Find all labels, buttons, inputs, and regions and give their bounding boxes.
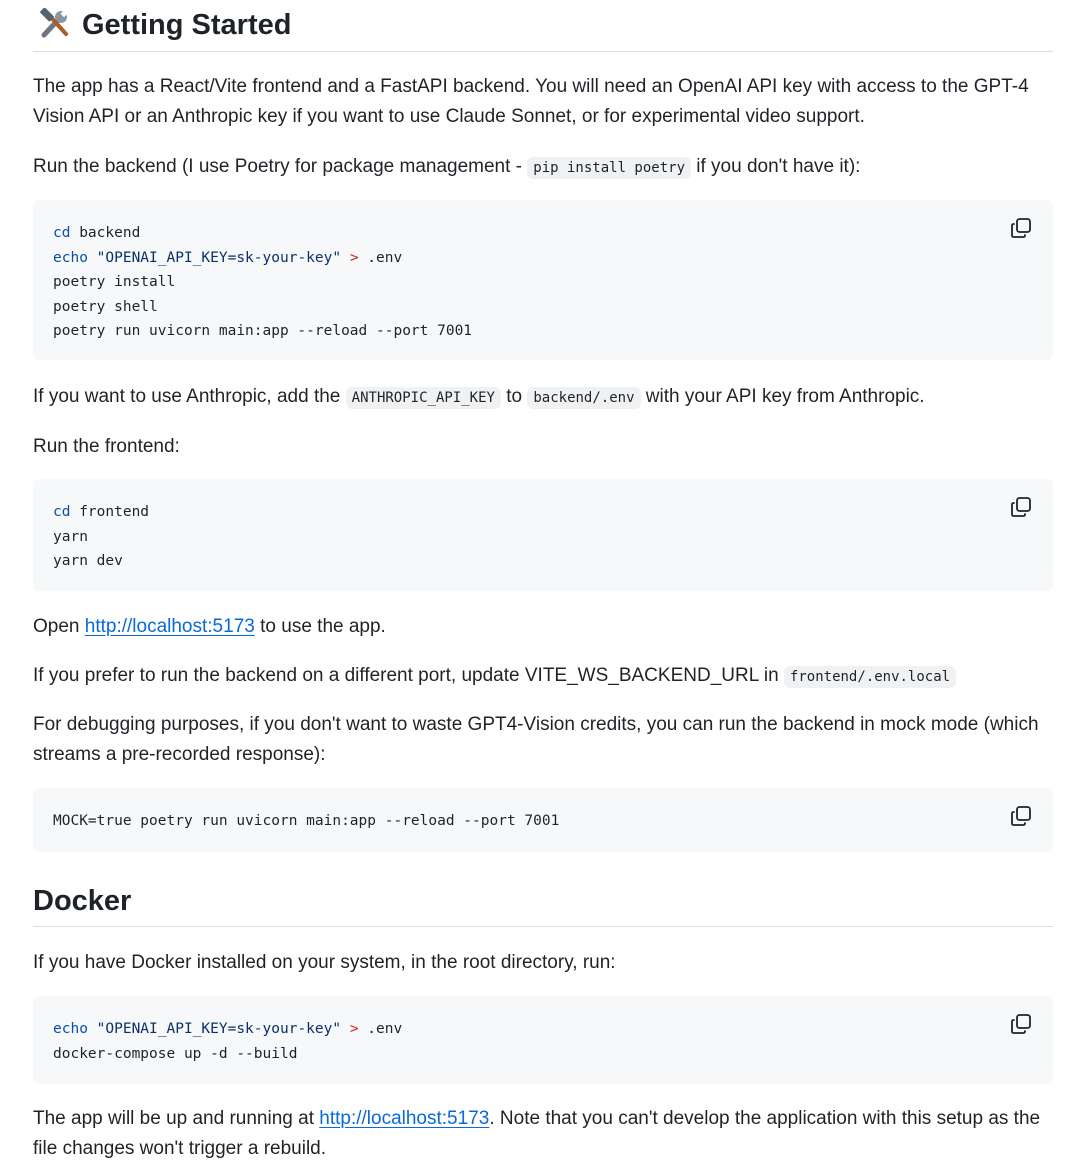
localhost-link[interactable]: http://localhost:5173 [84, 616, 255, 637]
heading-docker: Docker [33, 885, 132, 917]
code-line: yarn [53, 528, 88, 545]
heading-divider [33, 926, 1053, 927]
docker-intro-paragraph: If you have Docker installed on your system, in the root directory, run: [33, 952, 616, 973]
anthropic-paragraph [33, 382, 1053, 413]
code-line: yarn dev [53, 553, 123, 569]
copy-icon[interactable] [1009, 804, 1033, 828]
code-operator: > [349, 249, 359, 266]
heading-divider [33, 51, 1053, 52]
inline-code-backend-env: backend/.env [527, 387, 640, 409]
inline-code-anthropic-key: ANTHROPIC_API_KEY [346, 387, 501, 409]
code-block-backend [33, 200, 1053, 360]
run-backend-suffix: if you don't have it): [691, 156, 861, 177]
run-frontend-paragraph: Run the frontend: [33, 436, 180, 457]
heading-getting-started-text: Getting Started [82, 9, 292, 41]
code-block-frontend [33, 479, 1053, 591]
anthropic-prefix: If you want to use Anthropic, add the [33, 386, 346, 407]
inline-code-pip-install: pip install poetry [527, 157, 691, 179]
code-operator: > [349, 1021, 359, 1037]
code-line [53, 246, 472, 271]
code-docker [53, 1017, 402, 1066]
debug-paragraph: For debugging purposes, if you don't want to waste GPT4-Vision credits, you can run the backend in mock mode (which streams a pre-recorded response): [33, 714, 1039, 765]
code-line: poetry install [53, 274, 176, 290]
code-backend [53, 221, 472, 344]
code-keyword: cd [53, 504, 71, 520]
code-line: MOCK=true poetry run uvicorn main:app --reload --port 7001 [53, 813, 560, 829]
outro-prefix: The app will be up and running at [33, 1108, 320, 1129]
code-block-docker [33, 996, 1053, 1084]
open-suffix: to use the app. [254, 616, 386, 637]
copy-icon[interactable] [1009, 495, 1033, 519]
code-keyword: echo [53, 249, 88, 266]
code-line [53, 1017, 402, 1042]
code-block-mock [33, 788, 1053, 852]
code-mock [53, 809, 559, 834]
code-line: poetry shell [53, 298, 158, 315]
open-app-paragraph [33, 612, 1053, 642]
code-line [53, 500, 149, 525]
localhost-link[interactable]: http://localhost:5173 [319, 1108, 490, 1129]
copy-icon[interactable] [1009, 216, 1033, 240]
code-frontend [53, 500, 149, 574]
docker-outro-paragraph [33, 1104, 1053, 1164]
outro-suffix: . Note that you can't develop the application with this setup as the file changes won't trigger a rebuild. [33, 1108, 1041, 1159]
inline-code-frontend-env: frontend/.env.local [784, 666, 956, 688]
anthropic-mid: to [500, 386, 528, 407]
port-paragraph [33, 661, 1053, 692]
heading-getting-started [38, 7, 291, 43]
code-string: "OPENAI_API_KEY=sk-your-key" [96, 249, 342, 266]
port-prefix: If you prefer to run the backend on a different port, update VITE_WS_BACKEND_URL in [33, 665, 784, 686]
code-string: "OPENAI_API_KEY=sk-your-key" [96, 1021, 342, 1037]
code-keyword: cd [53, 225, 71, 241]
intro-paragraph: The app has a React/Vite frontend and a FastAPI backend. You will need an OpenAI API key with access to the GPT-4 Vision API or an Anthropic key if you want to use Claude Sonnet, or for experimental video support. [33, 76, 1029, 127]
run-backend-prefix: Run the backend (I use Poetry for package management - [33, 156, 528, 177]
code-text: frontend [70, 504, 150, 520]
code-line [53, 221, 472, 246]
code-keyword: echo [53, 1021, 88, 1037]
code-line: docker-compose up -d --build [53, 1045, 298, 1062]
anthropic-suffix: with your API key from Anthropic. [640, 386, 925, 407]
run-backend-paragraph [33, 152, 1053, 183]
code-line: poetry run uvicorn main:app --reload --port 7001 [53, 323, 473, 339]
hammer-and-wrench-icon [38, 8, 72, 38]
code-text: backend [70, 225, 141, 241]
code-text: .env [358, 1021, 403, 1037]
open-prefix: Open [33, 616, 85, 637]
copy-icon[interactable] [1009, 1012, 1033, 1036]
code-text: .env [358, 249, 403, 266]
